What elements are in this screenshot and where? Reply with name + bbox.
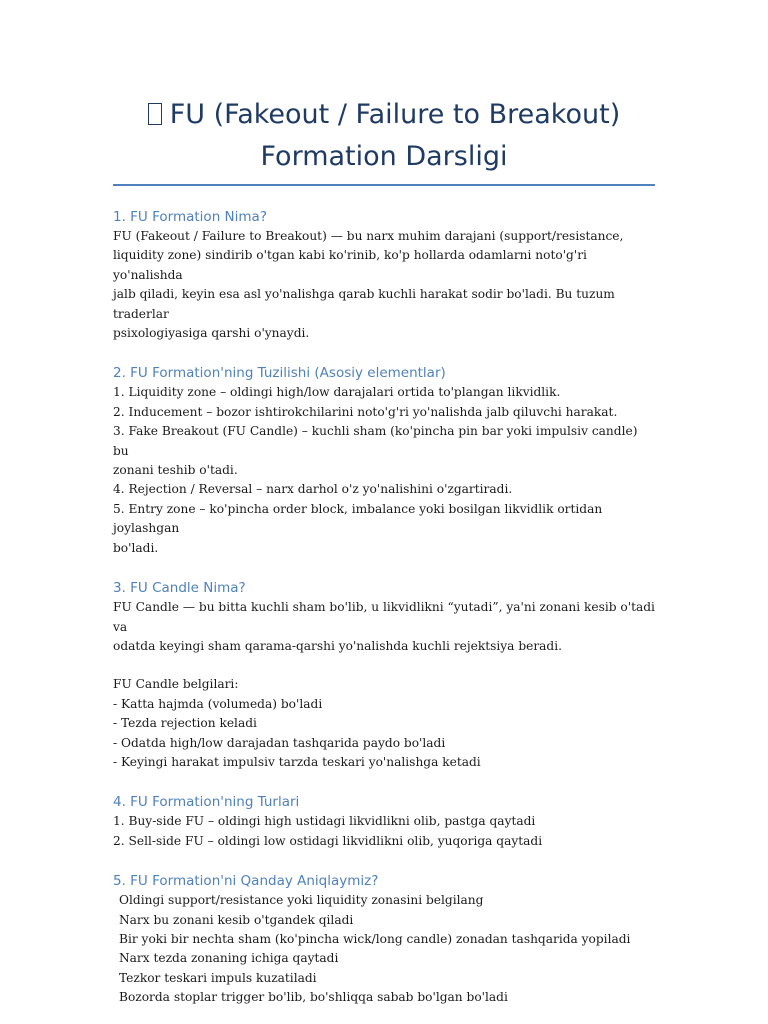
list-item: Narx tezda zonaning ichiga qaytadi [119, 951, 339, 966]
section-heading: 2. FU Formation'ning Tuzilishi (Asosiy elementlar) [113, 365, 446, 382]
list-item: 2. Inducement – bozor ishtirokchilarini noto'g'ri yo'nalishda jalb qiluvchi harakat. [113, 404, 618, 419]
section-1 [113, 207, 655, 343]
paragraph-line: jalb qiladi, keyin esa asl yo'nalishga qarab kuchli harakat sodir bo'ladi. Bu tuzum traderlar [113, 287, 615, 321]
list-item: 4. Rejection / Reversal – narx darhol o'z yo'nalishini o'zgartiradi. [113, 482, 513, 497]
section-heading: 3. FU Candle Nima? [113, 580, 246, 597]
document-title [113, 94, 655, 178]
paragraph-line: odatda keyingi sham qarama-qarshi yo'nalishda kuchli rejektsiya beradi. [113, 638, 562, 653]
missing-glyph-icon [148, 103, 162, 125]
list-item: 3. Fake Breakout (FU Candle) – kuchli sham (ko'pincha pin bar yoki impulsiv candle) bu [113, 424, 638, 458]
paragraph-line: liquidity zone) sindirib o'tgan kabi ko'rinib, ko'p hollarda odamlarni noto'g'ri yo'nalishda [113, 248, 587, 282]
list-item: 1. Liquidity zone – oldingi high/low darajalari ortida to'plangan likvidlik. [113, 385, 561, 400]
title-line-1: FU (Fakeout / Failure to Breakout) [113, 94, 655, 136]
section-2 [113, 363, 655, 558]
paragraph-line: FU (Fakeout / Failure to Breakout) — bu narx muhim darajani (support/resistance, [113, 229, 624, 243]
list-item: bo'ladi. [113, 540, 159, 555]
list-item: - Tezda rejection keladi [113, 716, 257, 731]
list-item: - Katta hajmda (volumeda) bo'ladi [113, 696, 323, 711]
section-heading: 4. FU Formation'ning Turlari [113, 794, 300, 811]
section-heading: 5. FU Formation'ni Qanday Aniqlaymiz? [113, 873, 379, 890]
document-page [113, 0, 655, 1008]
list-item: Bozorda stoplar trigger bo'lib, bo'shliqqa sabab bo'lgan bo'ladi [119, 990, 508, 1005]
list-item: 1. Buy-side FU – oldingi high ustidagi likvidlikni olib, pastga qaytadi [113, 814, 536, 829]
list-item: zonani teshib o'tadi. [113, 463, 238, 478]
list-item: 2. Sell-side FU – oldingi low ostidagi likvidlikni olib, yuqoriga qaytadi [113, 833, 543, 848]
paragraph-line: psixologiyasiga qarshi o'ynaydi. [113, 326, 310, 341]
paragraph-line: FU Candle — bu bitta kuchli sham bo'lib, u likvidlikni “yutadi”, ya'ni zonani kesib o'tadi va [113, 600, 655, 634]
list-heading: FU Candle belgilari: [113, 677, 239, 692]
list-item: Oldingi support/resistance yoki liquidity zonasini belgilang [119, 893, 484, 908]
section-heading: 1. FU Formation Nima? [113, 209, 267, 225]
list-item: Bir yoki bir nechta sham (ko'pincha wick/long candle) zonadan tashqarida yopiladi [119, 931, 631, 946]
list-item: Tezkor teskari impuls kuzatiladi [119, 970, 317, 985]
section-5 [113, 871, 655, 1007]
list-item: - Odatda high/low darajadan tashqarida paydo bo'ladi [113, 735, 446, 750]
section-4 [113, 792, 655, 851]
title-divider [113, 184, 655, 186]
spacer [113, 656, 655, 675]
title-line-2: Formation Darsligi [260, 141, 508, 172]
list-item: 5. Entry zone – ko'pincha order block, imbalance yoki bosilgan likvidlik ortidan joylashgan [113, 501, 603, 536]
list-item: - Keyingi harakat impulsiv tarzda teskari yo'nalishga ketadi [113, 754, 481, 769]
list-item: Narx bu zonani kesib o'tgandek qiladi [119, 912, 354, 927]
section-3 [113, 578, 655, 772]
